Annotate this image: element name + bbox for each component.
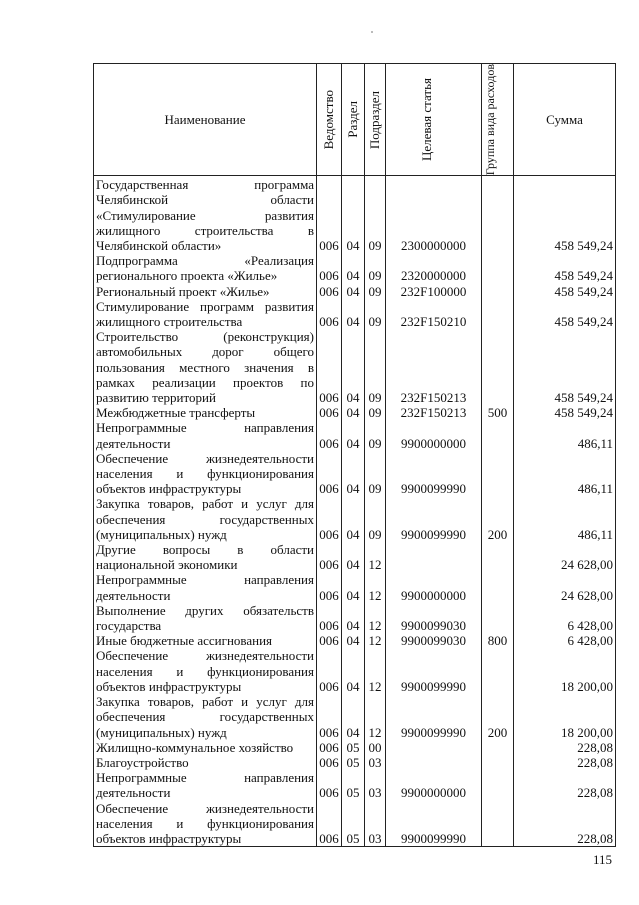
row-razdel: 04 (342, 648, 365, 694)
row-vedomstvo: 006 (317, 755, 342, 770)
row-podrazdel: 09 (365, 176, 386, 254)
row-statya: 232F150210 (386, 299, 482, 329)
table-row (94, 420, 616, 450)
row-name: Непрограммные направления деятельности (94, 770, 317, 800)
table-row (94, 451, 616, 497)
table-row (94, 496, 616, 542)
row-razdel: 05 (342, 801, 365, 847)
table-row (94, 572, 616, 602)
row-vedomstvo: 006 (317, 253, 342, 283)
row-name: Обеспечение жизнедеятельности населения и функционирования объектов инфраструктуры (94, 801, 317, 847)
page-number: 115 (593, 852, 613, 867)
row-razdel: 05 (342, 755, 365, 770)
row-razdel: 04 (342, 603, 365, 633)
header-name: Наименование (94, 64, 317, 176)
row-name: Жилищно-коммунальное хозяйство (94, 740, 317, 755)
row-statya: 9900099990 (386, 648, 482, 694)
row-summa: 458 549,24 (514, 284, 616, 299)
row-summa: 458 549,24 (514, 176, 616, 254)
row-podrazdel: 12 (365, 633, 386, 648)
row-gruppa (482, 572, 514, 602)
row-name: Закупка товаров, работ и услуг для обеспечения государственных (муниципальных) нужд (94, 496, 317, 542)
row-razdel: 04 (342, 405, 365, 420)
row-razdel: 05 (342, 770, 365, 800)
row-summa: 458 549,24 (514, 299, 616, 329)
row-summa: 458 549,24 (514, 329, 616, 405)
row-statya: 9900099030 (386, 603, 482, 633)
row-vedomstvo: 006 (317, 451, 342, 497)
row-vedomstvo: 006 (317, 770, 342, 800)
row-statya: 232F100000 (386, 284, 482, 299)
row-podrazdel: 09 (365, 253, 386, 283)
row-summa: 18 200,00 (514, 694, 616, 740)
header-podrazdel-cell (365, 64, 386, 176)
table-row (94, 542, 616, 572)
row-statya: 2320000000 (386, 253, 482, 283)
table-row (94, 405, 616, 420)
row-podrazdel: 09 (365, 284, 386, 299)
row-gruppa (482, 176, 514, 254)
header-razdel-cell (342, 64, 365, 176)
row-summa: 6 428,00 (514, 633, 616, 648)
row-gruppa: 500 (482, 405, 514, 420)
row-gruppa (482, 329, 514, 405)
row-razdel: 04 (342, 329, 365, 405)
row-summa: 486,11 (514, 451, 616, 497)
header-summa: Сумма (514, 64, 616, 176)
row-podrazdel: 09 (365, 496, 386, 542)
row-summa: 18 200,00 (514, 648, 616, 694)
row-summa: 24 628,00 (514, 542, 616, 572)
row-name: Выполнение других обязательств государства (94, 603, 317, 633)
row-gruppa (482, 284, 514, 299)
row-razdel: 04 (342, 694, 365, 740)
row-gruppa (482, 253, 514, 283)
row-summa: 228,08 (514, 755, 616, 770)
row-name: Подпрограмма «Реализация регионального проекта «Жилье» (94, 253, 317, 283)
row-podrazdel: 03 (365, 801, 386, 847)
header-vedomstvo-cell (317, 64, 342, 176)
row-gruppa: 200 (482, 496, 514, 542)
row-vedomstvo: 006 (317, 633, 342, 648)
row-summa: 458 549,24 (514, 405, 616, 420)
row-podrazdel: 09 (365, 420, 386, 450)
table-row (94, 755, 616, 770)
row-podrazdel: 00 (365, 740, 386, 755)
table-row (94, 770, 616, 800)
row-podrazdel: 03 (365, 755, 386, 770)
table-row (94, 176, 616, 254)
row-name: Строительство (реконструкция) автомобильных дорог общего пользования местного значения в рамках реализации проектов по развитию территорий (94, 329, 317, 405)
row-podrazdel: 12 (365, 648, 386, 694)
row-name: Стимулирование программ развития жилищного строительства (94, 299, 317, 329)
row-statya: 232F150213 (386, 329, 482, 405)
row-vedomstvo: 006 (317, 176, 342, 254)
row-statya: 9900099990 (386, 801, 482, 847)
row-statya: 2300000000 (386, 176, 482, 254)
row-name: Иные бюджетные ассигнования (94, 633, 317, 648)
row-name: Государственная программа Челябинской области «Стимулирование развития жилищного строительства в Челябинской области» (94, 176, 317, 254)
row-razdel: 04 (342, 420, 365, 450)
table-row (94, 694, 616, 740)
row-vedomstvo: 006 (317, 603, 342, 633)
row-name: Обеспечение жизнедеятельности населения и функционирования объектов инфраструктуры (94, 648, 317, 694)
row-podrazdel: 09 (365, 329, 386, 405)
row-vedomstvo: 006 (317, 284, 342, 299)
row-razdel: 04 (342, 496, 365, 542)
row-vedomstvo: 006 (317, 420, 342, 450)
row-name: Закупка товаров, работ и услуг для обеспечения государственных (муниципальных) нужд (94, 694, 317, 740)
row-vedomstvo: 006 (317, 405, 342, 420)
row-gruppa (482, 420, 514, 450)
row-razdel: 04 (342, 542, 365, 572)
row-podrazdel: 03 (365, 770, 386, 800)
row-podrazdel: 12 (365, 694, 386, 740)
row-gruppa (482, 299, 514, 329)
row-razdel: 04 (342, 451, 365, 497)
row-statya: 9900099990 (386, 451, 482, 497)
table-body (94, 176, 616, 847)
row-vedomstvo: 006 (317, 740, 342, 755)
row-razdel: 04 (342, 572, 365, 602)
header-statya: Целевая статья (418, 78, 434, 162)
row-summa: 458 549,24 (514, 253, 616, 283)
header-podrazdel: Подраздел (367, 90, 382, 149)
row-name: Благоустройство (94, 755, 317, 770)
header-gruppa-cell (482, 64, 514, 176)
row-summa: 486,11 (514, 420, 616, 450)
header-gruppa: Группа вида расходов (482, 64, 497, 176)
row-podrazdel: 09 (365, 299, 386, 329)
row-razdel: 04 (342, 284, 365, 299)
row-gruppa: 800 (482, 633, 514, 648)
row-gruppa (482, 603, 514, 633)
row-name: Непрограммные направления деятельности (94, 420, 317, 450)
row-statya (386, 542, 482, 572)
row-vedomstvo: 006 (317, 299, 342, 329)
row-statya: 9900099990 (386, 496, 482, 542)
table-row (94, 329, 616, 405)
table-header (94, 64, 616, 176)
row-gruppa (482, 770, 514, 800)
budget-table (93, 63, 616, 847)
row-vedomstvo: 006 (317, 496, 342, 542)
row-summa: 6 428,00 (514, 603, 616, 633)
row-statya: 9900099990 (386, 694, 482, 740)
row-vedomstvo: 006 (317, 694, 342, 740)
row-vedomstvo: 006 (317, 542, 342, 572)
table-row (94, 603, 616, 633)
row-name: Непрограммные направления деятельности (94, 572, 317, 602)
row-gruppa (482, 740, 514, 755)
row-statya: 232F150213 (386, 405, 482, 420)
row-name: Другие вопросы в области национальной экономики (94, 542, 317, 572)
table-row (94, 633, 616, 648)
row-razdel: 04 (342, 176, 365, 254)
row-razdel: 04 (342, 633, 365, 648)
row-podrazdel: 09 (365, 451, 386, 497)
row-statya: 9900000000 (386, 770, 482, 800)
row-gruppa (482, 755, 514, 770)
row-statya: 9900099030 (386, 633, 482, 648)
scan-speck (371, 31, 373, 33)
row-podrazdel: 12 (365, 542, 386, 572)
header-statya-cell (386, 64, 482, 176)
row-name: Межбюджетные трансферты (94, 405, 317, 420)
row-gruppa (482, 451, 514, 497)
header-vedomstvo: Ведомство (321, 89, 336, 150)
table-row (94, 648, 616, 694)
row-podrazdel: 09 (365, 405, 386, 420)
row-razdel: 04 (342, 253, 365, 283)
row-summa: 24 628,00 (514, 572, 616, 602)
row-vedomstvo: 006 (317, 648, 342, 694)
row-gruppa (482, 801, 514, 847)
row-gruppa (482, 648, 514, 694)
row-statya: 9900000000 (386, 420, 482, 450)
row-podrazdel: 12 (365, 603, 386, 633)
row-statya (386, 755, 482, 770)
row-summa: 228,08 (514, 770, 616, 800)
row-name: Обеспечение жизнедеятельности населения и функционирования объектов инфраструктуры (94, 451, 317, 497)
row-vedomstvo: 006 (317, 801, 342, 847)
row-vedomstvo: 006 (317, 572, 342, 602)
row-razdel: 05 (342, 740, 365, 755)
row-statya (386, 740, 482, 755)
header-razdel: Раздел (345, 101, 360, 138)
row-podrazdel: 12 (365, 572, 386, 602)
table-row (94, 801, 616, 847)
table-row (94, 740, 616, 755)
row-razdel: 04 (342, 299, 365, 329)
table-row (94, 299, 616, 329)
row-statya: 9900000000 (386, 572, 482, 602)
row-summa: 228,08 (514, 740, 616, 755)
table-row (94, 284, 616, 299)
table-row (94, 253, 616, 283)
row-vedomstvo: 006 (317, 329, 342, 405)
row-name: Региональный проект «Жилье» (94, 284, 317, 299)
row-summa: 228,08 (514, 801, 616, 847)
row-gruppa (482, 542, 514, 572)
row-gruppa: 200 (482, 694, 514, 740)
row-summa: 486,11 (514, 496, 616, 542)
